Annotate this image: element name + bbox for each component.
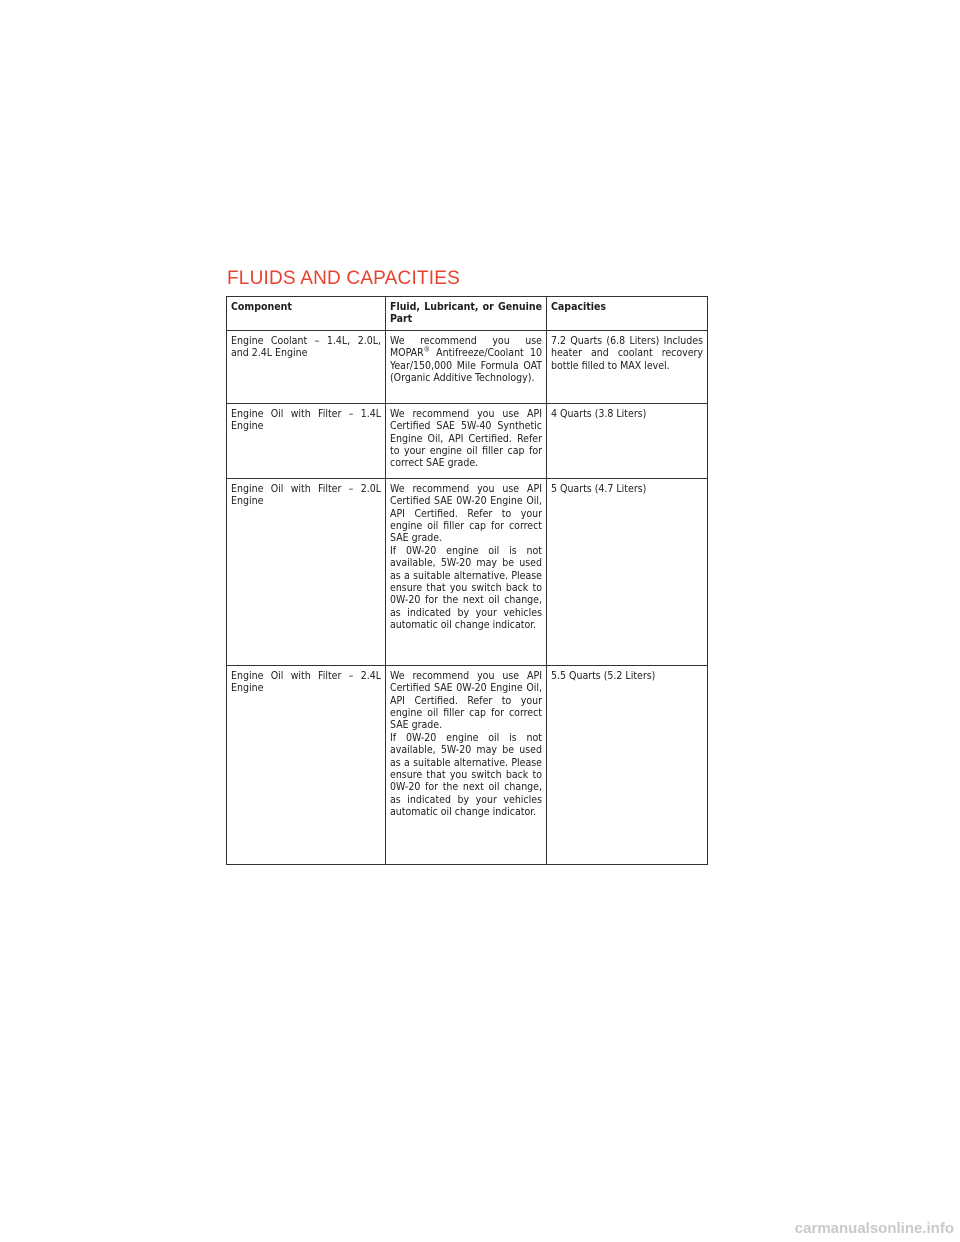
table-row (227, 330, 708, 403)
cell-component: Engine Oil with Filter – 1.4L Engine (227, 403, 386, 478)
header-component: Component (227, 297, 386, 331)
cell-fluid (386, 665, 547, 864)
fluid-note: If 0W-20 engine oil is not available, 5W-20 may be used as a suitable alternative. Please ensure that you switch back to 0W-20 for the next oil change, as indicated by your vehicles automatic oil change indicator. (390, 731, 542, 819)
table-row (227, 403, 708, 478)
watermark: carmanualsonline.info (794, 1220, 954, 1237)
cell-fluid (386, 478, 547, 665)
cell-component: Engine Oil with Filter – 2.0L Engine (227, 478, 386, 665)
table-header-row (227, 297, 708, 331)
fluid-text: We recommend you use API Certified SAE 0W-20 Engine Oil, API Certified. Refer to your engine oil filler cap for correct SAE grade. (390, 669, 542, 732)
cell-capacity: 4 Quarts (3.8 Liters) (547, 403, 708, 478)
section-title: FLUIDS AND CAPACITIES (227, 268, 460, 289)
cell-fluid: We recommend you use API Certified SAE 5W-40 Synthetic Engine Oil, API Certified. Refer to your engine oil filler cap for correct SAE grade. (386, 403, 547, 478)
cell-capacity: 5 Quarts (4.7 Liters) (547, 478, 708, 665)
cell-component: Engine Oil with Filter – 2.4L Engine (227, 665, 386, 864)
header-fluid: Fluid, Lubricant, or Genuine Part (386, 297, 547, 331)
cell-capacity: 7.2 Quarts (6.8 Liters) Includes heater and coolant recovery bottle filled to MAX level. (547, 330, 708, 403)
cell-fluid (386, 330, 547, 403)
fluids-capacities-table (226, 296, 708, 865)
registered-mark: ® (423, 345, 430, 354)
table-row (227, 665, 708, 864)
fluid-text: Antifreeze/Coolant 10 Year/150,000 Mile Formula OAT (Organic Additive Technology). (390, 347, 542, 385)
fluid-text: We recommend you use API Certified SAE 0W-20 Engine Oil, API Certified. Refer to your engine oil filler cap for correct SAE grade. (390, 482, 542, 545)
fluid-text: We recommend you use MOPAR (390, 334, 542, 360)
cell-component: Engine Coolant – 1.4L, 2.0L, and 2.4L Engine (227, 330, 386, 403)
table-row (227, 478, 708, 665)
fluid-note: If 0W-20 engine oil is not available, 5W-20 may be used as a suitable alternative. Please ensure that you switch back to 0W-20 for the next oil change, as indicated by your vehicles automatic oil change indicator. (390, 544, 542, 632)
header-capacities: Capacities (547, 297, 708, 331)
cell-capacity: 5.5 Quarts (5.2 Liters) (547, 665, 708, 864)
